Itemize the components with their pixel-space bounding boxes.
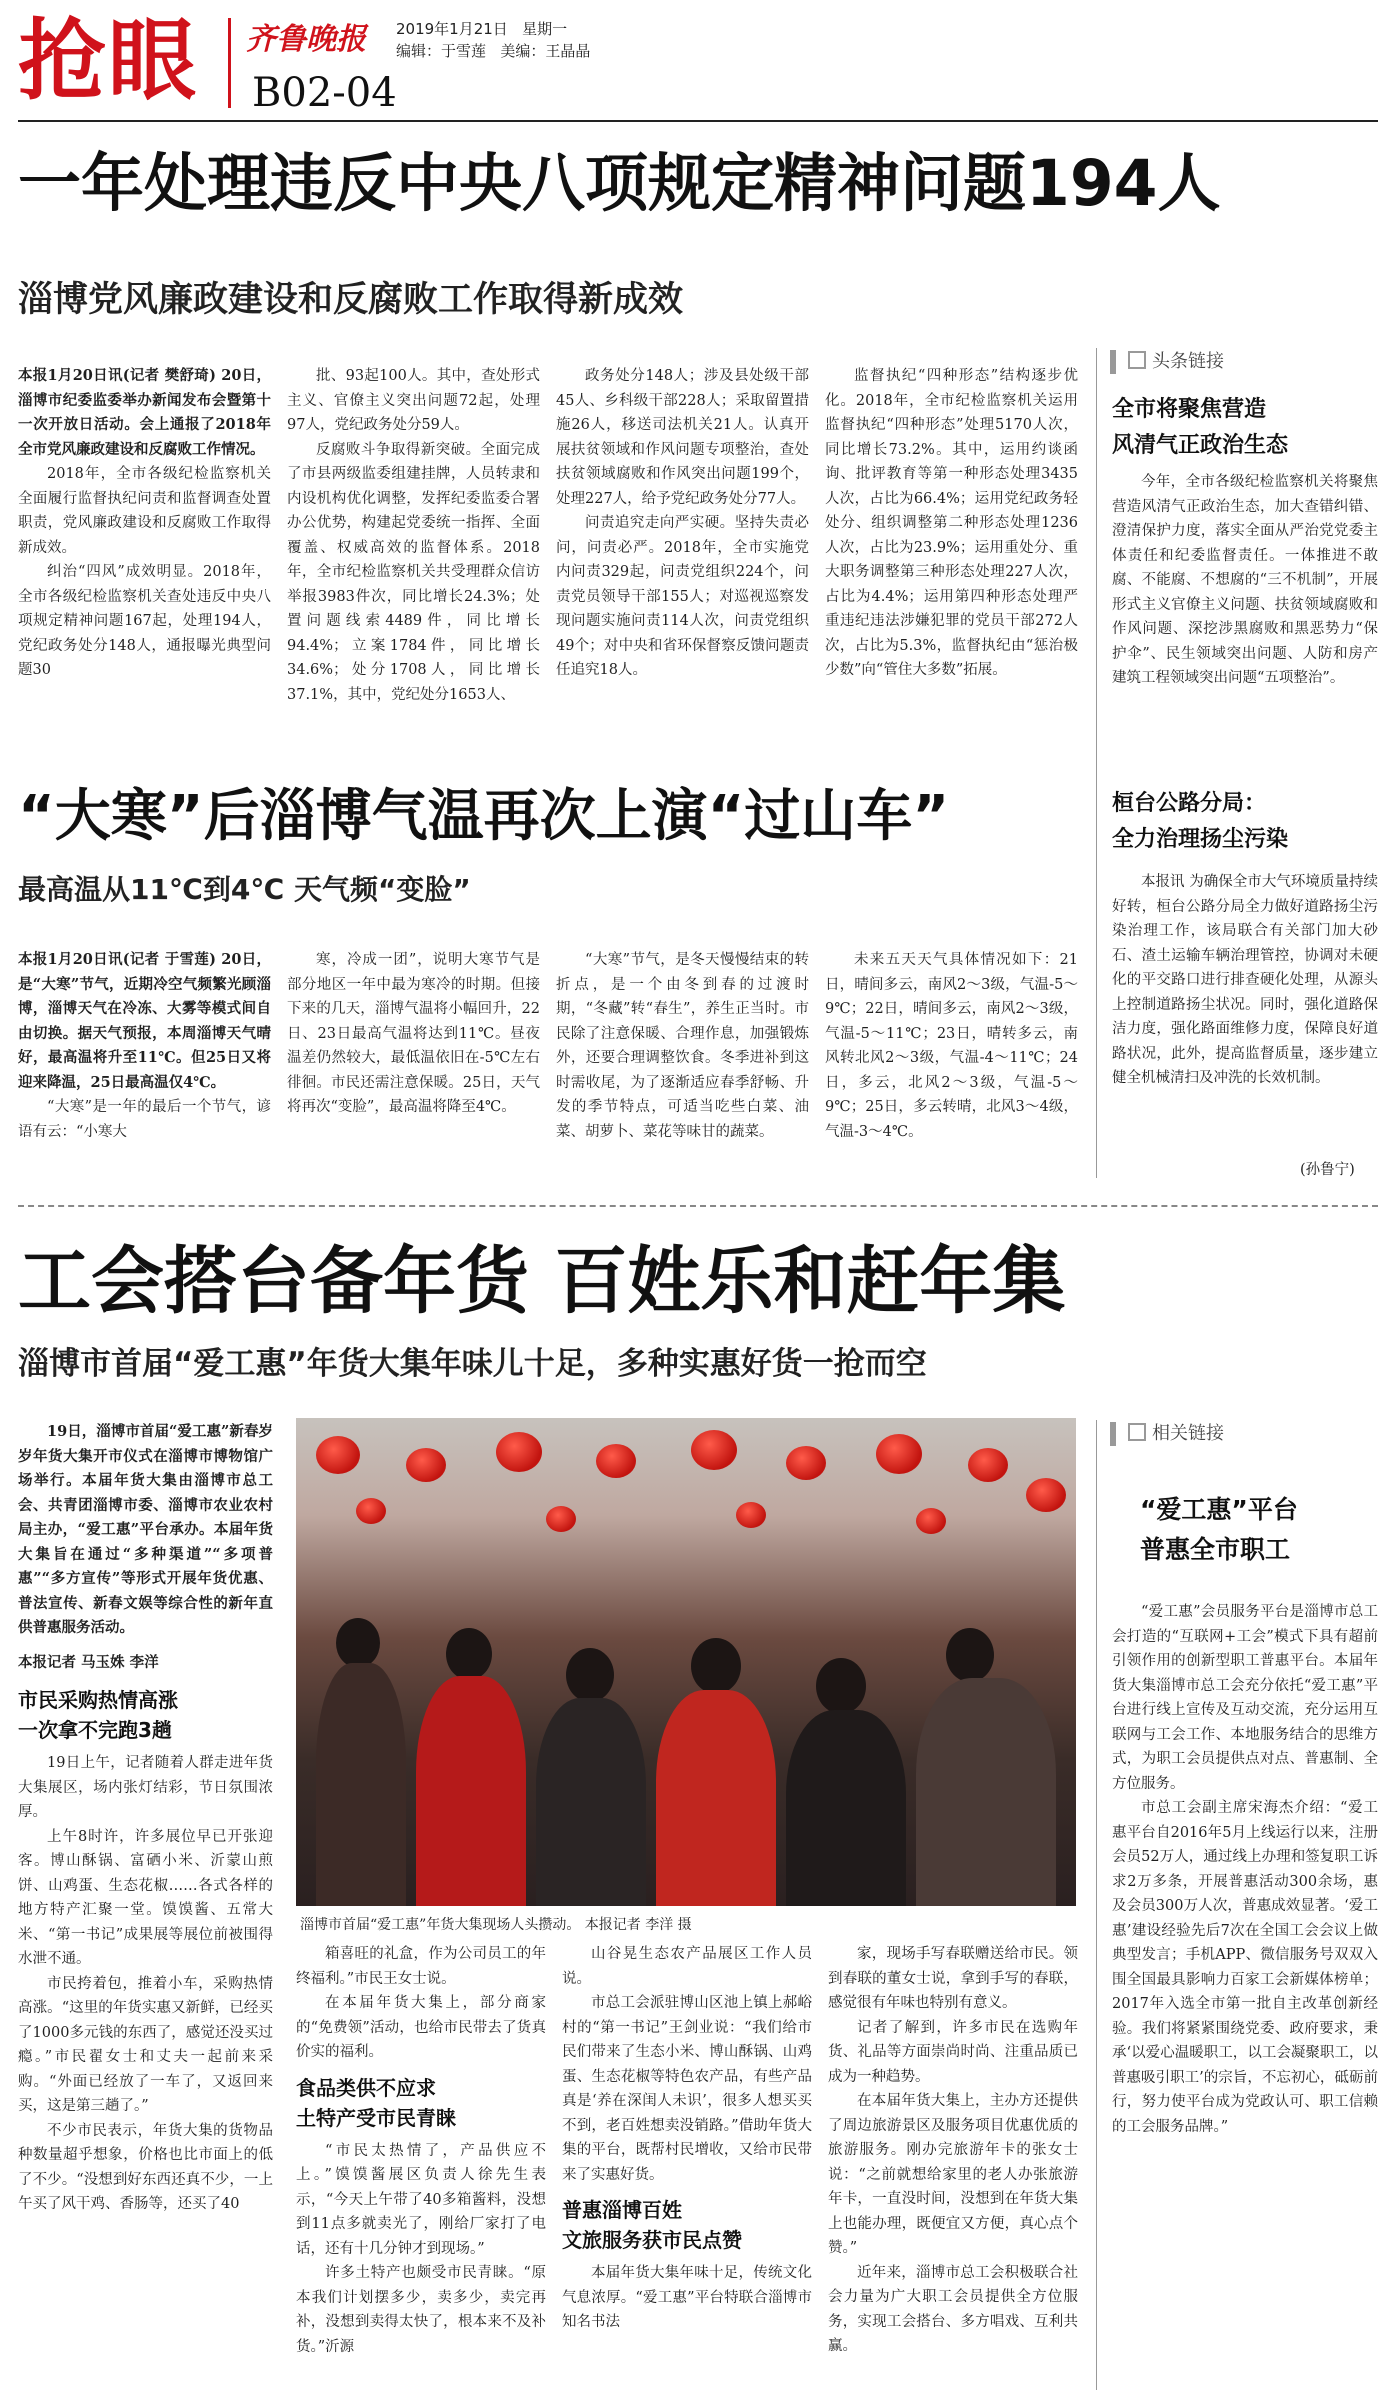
person [786, 1710, 906, 1906]
lantern [736, 1502, 766, 1528]
sidebar2-headline [1140, 1490, 1380, 1570]
story2-column-1 [18, 948, 271, 1183]
person [336, 1618, 380, 1668]
paragraph: 寒，冷成一团”，说明大寒节气是部分地区一年中最为寒冷的时期。但接下来的几天，淄博气温将小幅回升，22日、23日最高气温将达到11℃。昼夜温差仍然较大，最低温依旧在-5℃左右徘徊。市民还需注意保暖。25日，天气将再次“变脸”，最高温将降至4℃。 [287, 952, 540, 1115]
paragraph: 19日上午，记者随着人群走进年货大集展区，场内张灯结彩，节日氛围浓厚。 [18, 1755, 273, 1820]
paragraph: “爱工惠”会员服务平台是淄博市总工会打造的“互联网+工会”模式下具有超前引领作用的创新型职工普惠平台。本届年货大集淄博市总工会充分依托“爱工惠”平台进行线上宣传及互动交流，充分运用互联网与工会工作、本地服务结合的思维方式，为职工会员提供点对点、普惠制、全方位服务。 [1112, 1604, 1378, 1792]
paragraph: 近年来，淄博市总工会积极联合社会力量为广大职工会员提供全方位服务，实现工会搭台、多方唱戏、互利共赢。 [828, 2264, 1078, 2354]
story3-headline: 工会搭台备年货 百姓乐和赶年集 [18, 1239, 1066, 1324]
story1-column-4 [825, 364, 1078, 734]
paragraph: 市民挎着包，推着小车，采购热情高涨。“这里的年货实惠又新鲜，已经买了1000多元钱的东西了，感觉还没买过瘾。”市民翟女士和丈夫一起前来采购。“外面已经放了一车了，又返回来买，这是第三趟了。” [18, 1975, 273, 2114]
lantern [691, 1430, 737, 1470]
story3-column-3 [562, 1942, 812, 2390]
lantern [596, 1444, 636, 1478]
paragraph: 政务处分148人；涉及县处级干部45人、乡科级干部228人；采取留置措施26人，移送司法机关21人。认真开展扶贫领域和作风问题专项整治，查处扶贫领域腐败和作风突出问题199个，处理227人，给予党纪政务处分77人。 [556, 368, 809, 507]
masthead-info [396, 18, 590, 62]
issue-date: 2019年1月21日 [396, 20, 508, 38]
paragraph: 纠治“四风”成效明显。2018年，全市各级纪检监察机关查处违反中央八项规定精神问题167起，处理194人，党纪政务处分148人，通报曝光典型问题30 [18, 564, 271, 678]
person [446, 1628, 492, 1680]
masthead-rule [18, 120, 1378, 122]
lantern [496, 1432, 542, 1472]
section-divider [18, 1205, 1378, 1207]
person [816, 1658, 866, 1714]
lantern [356, 1498, 386, 1524]
issue-weekday: 星期一 [522, 20, 568, 38]
masthead-divider [228, 18, 231, 108]
story1-column-3 [556, 364, 809, 734]
paragraph: 许多土特产也颇受市民青睐。“原本我们计划摆多少，卖多少，卖完再补，没想到卖得太快了，根本来不及补货。”沂源 [296, 2265, 546, 2355]
square-icon [1128, 1423, 1146, 1441]
subheading-line: 市民采购热情高涨 [18, 1688, 178, 1712]
paragraph: 在本届年货大集上，部分商家的“免费领”活动，也给市民带去了货真价实的福利。 [296, 1995, 546, 2060]
sidebar1-text-1 [1112, 470, 1378, 770]
person [566, 1648, 614, 1702]
subheading-line: 一次拿不完跑3趟 [18, 1718, 172, 1742]
paragraph: 记者了解到，许多市民在选购年货、礼品等方面崇尚时尚、注重品质已成为一种趋势。 [828, 2019, 1078, 2085]
headline-line: 桓台公路分局： [1112, 791, 1267, 816]
lantern [1026, 1478, 1066, 1512]
story1-column-2 [287, 364, 540, 734]
paragraph: 家，现场手写春联赠送给市民。领到春联的董女士说，拿到手写的春联，感觉很有年味也特别有意义。 [828, 1946, 1078, 2011]
paragraph: “大寒”是一年的最后一个节气，谚语有云：“小寒大 [18, 1099, 271, 1140]
person [536, 1698, 646, 1906]
paragraph: 本届年货大集年味十足，传统文化气息浓厚。“爱工惠”平台特联合淄博市知名书法 [562, 2265, 812, 2330]
headline-line: 普惠全市职工 [1140, 1535, 1291, 1564]
paragraph: 问责追究走向严实硬。坚持失责必问，问责必严。2018年，全市实施党内问责329起，问责党组织224个，问责党员领导干部155人；对巡视巡察发现问题实施问责114人次，问责党组织49个；对中央和省环保督察反馈问题责任追究18人。 [556, 515, 809, 678]
photo-caption: 淄博市首届“爱工惠”年货大集现场人头攒动。 本报记者 李洋 摄 [300, 1917, 692, 1933]
subheading-line: 文旅服务获市民点赞 [562, 2228, 742, 2252]
paragraph: “市民太热情了，产品供应不上。”馍馍酱展区负责人徐先生表示，“今天上午带了40多箱酱料，没想到11点多就卖光了，刚给厂家打了电话，还有十几分钟才到现场。” [296, 2142, 546, 2257]
sidebar-divider [1096, 348, 1097, 1178]
sidebar2-tag-label: 相关链接 [1152, 1423, 1224, 1444]
designer-credit: 美编：王晶晶 [500, 42, 591, 60]
headline-line: 全力治理扬尘污染 [1112, 827, 1289, 852]
story3-column-1 [18, 1420, 273, 2390]
story2-lead: 本报1月20日讯(记者 于雪莲) 20日，是“大寒”节气，近期冷空气频繁光顾淄博，淄博天气在冷冻、大雾等模式间自由切换。据天气预报，本周淄博天气晴好，最高温将升至11℃。但25日又将迎来降温，25日最高温仅4℃。 [18, 951, 271, 1091]
story2-column-2 [287, 948, 540, 1183]
headline-line: 风清气正政治生态 [1112, 433, 1289, 458]
paragraph: 未来五天天气具体情况如下：21日，晴间多云，南风2～3级，气温-5～9℃；22日，晴间多云，南风2～3级，气温-5～11℃；23日，晴转多云，南风转北风2～3级，气温-4～11℃；24日，多云，北风2～3级，气温-5～9℃；25日，多云转晴，北风3～4级，气温-3～4℃。 [825, 952, 1078, 1140]
lantern [316, 1436, 360, 1474]
subheading-line: 食品类供不应求 [296, 2075, 436, 2100]
market-photo [296, 1418, 1076, 1906]
story1-column-1 [18, 364, 271, 734]
sidebar2-text [1112, 1600, 1378, 2390]
page-number: B02-04 [252, 70, 397, 116]
paragraph: 今年，全市各级纪检监察机关将聚焦营造风清气正政治生态，加大查错纠错、澄清保护力度，落实全面从严治党党委主体责任和纪委监督责任。一体推进不敢腐、不能腐、不想腐的“三不机制”，开展形式主义官僚主义问题、扶贫领域腐败和作风问题、深挖涉黑腐败和黑恶势力“保护伞”、民生领域突出问题、人防和房产建筑工程领域突出问题“五项整治”。 [1112, 474, 1378, 686]
story1-subhead: 淄博党风廉政建设和反腐败工作取得新成效 [18, 280, 684, 320]
lantern [546, 1506, 576, 1532]
sidebar-divider [1096, 1420, 1097, 2390]
person [691, 1638, 741, 1694]
story1-headline: 一年处理违反中央八项规定精神问题194人 [18, 147, 1221, 220]
sidebar1-signature: (孙鲁宁) [1300, 1162, 1355, 1178]
paragraph: 山谷晃生态农产品展区工作人员说。 [562, 1946, 812, 1987]
lantern [968, 1448, 1008, 1482]
story1-lead: 本报1月20日讯(记者 樊舒琦) 20日，淄博市纪委监委举办新闻发布会暨第十一次开放日活动。会上通报了2018年全市党风廉政建设和反腐败工作情况。 [18, 367, 271, 458]
story2-subhead: 最高温从11℃到4℃ 天气频“变脸” [18, 873, 471, 906]
person [916, 1678, 1056, 1906]
paragraph: 2018年，全市各级纪检监察机关全面履行监督执纪问责和监督调查处置职责，党风廉政建设和反腐败工作取得新成效。 [18, 466, 271, 556]
story3-byline: 本报记者 马玉姝 李洋 [18, 1653, 159, 1671]
section-title: 抢眼 [18, 8, 199, 112]
story3-subheading-2 [296, 2073, 546, 2133]
story3-subhead: 淄博市首届“爱工惠”年货大集年味儿十足，多种实惠好货一抢而空 [18, 1346, 927, 1382]
paragraph: 批、93起100人。其中，查处形式主义、官僚主义突出问题72起，处理97人，党纪政务处分59人。 [287, 368, 540, 433]
sidebar1-tag-label: 头条链接 [1152, 351, 1224, 372]
lantern [406, 1448, 446, 1482]
headline-line: 全市将聚焦营造 [1112, 397, 1267, 422]
paragraph: 监督执纪“四种形态”结构逐步优化。2018年，全市纪检监察机关运用监督执纪“四种形态”处理5170人次，同比增长73.2%。其中，运用约谈函询、批评教育等第一种形态处理3435人次，占比为66.4%；运用党纪政务轻处分、组织调整第二种形态处理1236人次，占比为23.9%；运用重处分、重大职务调整第三种形态处理227人次，占比为4.4%；运用第四种形态处理严重违纪违法涉嫌犯罪的党员干部272人次，占比为5.3%，监督执纪由“惩治极少数”向“管住大多数”拓展。 [825, 368, 1078, 678]
sidebar1-headline-1 [1112, 392, 1382, 464]
paragraph: 市总工会副主席宋海杰介绍：“爱工惠平台自2016年5月上线运行以来，注册会员52万人，通过线上办理和签复职工诉求2万多条，开展普惠活动300余场，惠及会员300万人次，普惠成效显著。‘爱工惠’建设经验先后7次在全国工会会议上做典型发言；手机APP、微信服务号双双入围全国最具影响力百家工会新媒体榜单；2017年入选全市第一批自主改革创新经验。我们将紧紧围绕党委、政府要求，秉承‘以爱心温暖职工，以工会凝聚职工，以普惠吸引职工’的宗旨，不忘初心，砥砺前行，努力使平台成为党政认可、职工信赖的工会服务品牌。” [1112, 1800, 1378, 2135]
editor-credit: 编辑：于雪莲 [396, 42, 487, 60]
story3-column-4 [828, 1942, 1078, 2390]
story3-column-2 [296, 1942, 546, 2390]
story2-headline: “大寒”后淄博气温再次上演“过山车” [18, 784, 950, 849]
story2-column-3 [556, 948, 809, 1183]
square-icon [1128, 351, 1146, 369]
headline-line: “爱工惠”平台 [1140, 1495, 1298, 1524]
paragraph: 市总工会派驻博山区池上镇上郝峪村的“第一书记”王剑业说：“我们给市民们带来了生态小米、博山酥锅、山鸡蛋、生态花椒等特色农产品，有些产品真是‘养在深闺人未识’，很多人想买买不到，老百姓想卖没销路。”借助年货大集的平台，既帮村民增收，又给市民带来了实惠好货。 [562, 1995, 812, 2183]
person [416, 1676, 526, 1906]
subheading-line: 土特产受市民青睐 [296, 2105, 456, 2130]
sidebar1-headline-2 [1112, 786, 1382, 858]
sidebar1-text-2 [1112, 870, 1378, 1160]
story2-column-4 [825, 948, 1078, 1183]
newspaper-logo: 齐鲁晚报 [246, 22, 366, 57]
story3-lead: 19日，淄博市首届“爱工惠”新春岁岁年货大集开市仪式在淄博市博物馆广场举行。本届年货大集由淄博市总工会、共青团淄博市委、淄博市农业农村局主办，“爱工惠”平台承办。本届年货大集旨在通过“多种渠道”“多项普惠”“多方宣传”等形式开展年货优惠、普法宣传、新春文娱等综合性的新年直供普惠服务活动。 [18, 1423, 273, 1636]
person [656, 1690, 776, 1906]
paragraph: 本报讯 为确保全市大气环境质量持续好转，桓台公路分局全力做好道路扬尘污染治理工作，该局联合有关部门加大砂石、渣土运输车辆治理管控，协调对未硬化的平交路口进行排查硬化处理，从源头上控制道路扬尘状况。同时，强化道路保洁力度，强化路面维修力度，保障良好道路状况，此外，提高监督质量，逐步建立健全机械清扫及冲洗的长效机制。 [1112, 874, 1378, 1086]
paragraph: 上午8时许，许多展位早已开张迎客。博山酥锅、富硒小米、沂蒙山煎饼、山鸡蛋、生态花椒……各式各样的地方特产汇聚一堂。馍馍酱、五常大米、“第一书记”成果展等展位前被围得水泄不通。 [18, 1828, 273, 1967]
lantern [916, 1508, 946, 1534]
sidebar2-tag [1110, 1422, 1224, 1446]
paragraph: 反腐败斗争取得新突破。全面完成了市县两级监委组建挂牌，人员转隶和内设机构优化调整，发挥纪委监委合署办公优势，构建起党委统一指挥、全面覆盖、权威高效的监督体系。2018年，全市纪检监察机关共受理群众信访举报3983件次，同比增长24.3%；处置问题线索4489件，同比增长94.4%；立案1784件，同比增长34.6%；处分1708人，同比增长37.1%，其中，党纪处分1653人、 [287, 441, 540, 703]
story3-subheading-1 [18, 1685, 273, 1745]
lantern [786, 1446, 826, 1480]
person [946, 1628, 994, 1682]
person [316, 1663, 406, 1906]
subheading-line: 普惠淄博百姓 [562, 2198, 682, 2222]
paragraph: “大寒”节气，是冬天慢慢结束的转折点，是一个由冬到春的过渡时期，“冬藏”转“春生”，养生正当时。市民除了注意保暖、合理作息，加强锻炼外，还要合理调整饮食。冬季进补到这时需收尾，为了逐渐适应春季舒畅、升发的季节特点，可适当吃些白菜、油菜、胡萝卜、菜花等味甘的蔬菜。 [556, 952, 809, 1140]
paragraph: 不少市民表示，年货大集的货物品种数量超乎想象，价格也比市面上的低了不少。“没想到好东西还真不少，一上午买了风干鸡、香肠等，还买了40 [18, 2122, 273, 2212]
story3-subheading-3 [562, 2195, 812, 2255]
lantern [876, 1434, 922, 1474]
paragraph: 箱喜旺的礼盒，作为公司员工的年终福利。”市民王女士说。 [296, 1946, 546, 1987]
sidebar1-tag [1110, 350, 1224, 374]
paragraph: 在本届年货大集上，主办方还提供了周边旅游景区及服务项目优惠优质的旅游服务。刚办完旅游年卡的张女士说：“之前就想给家里的老人办张旅游年卡，一直没时间，没想到在年货大集上也能办理，既便宜又方便，真心点个赞。” [828, 2093, 1078, 2256]
